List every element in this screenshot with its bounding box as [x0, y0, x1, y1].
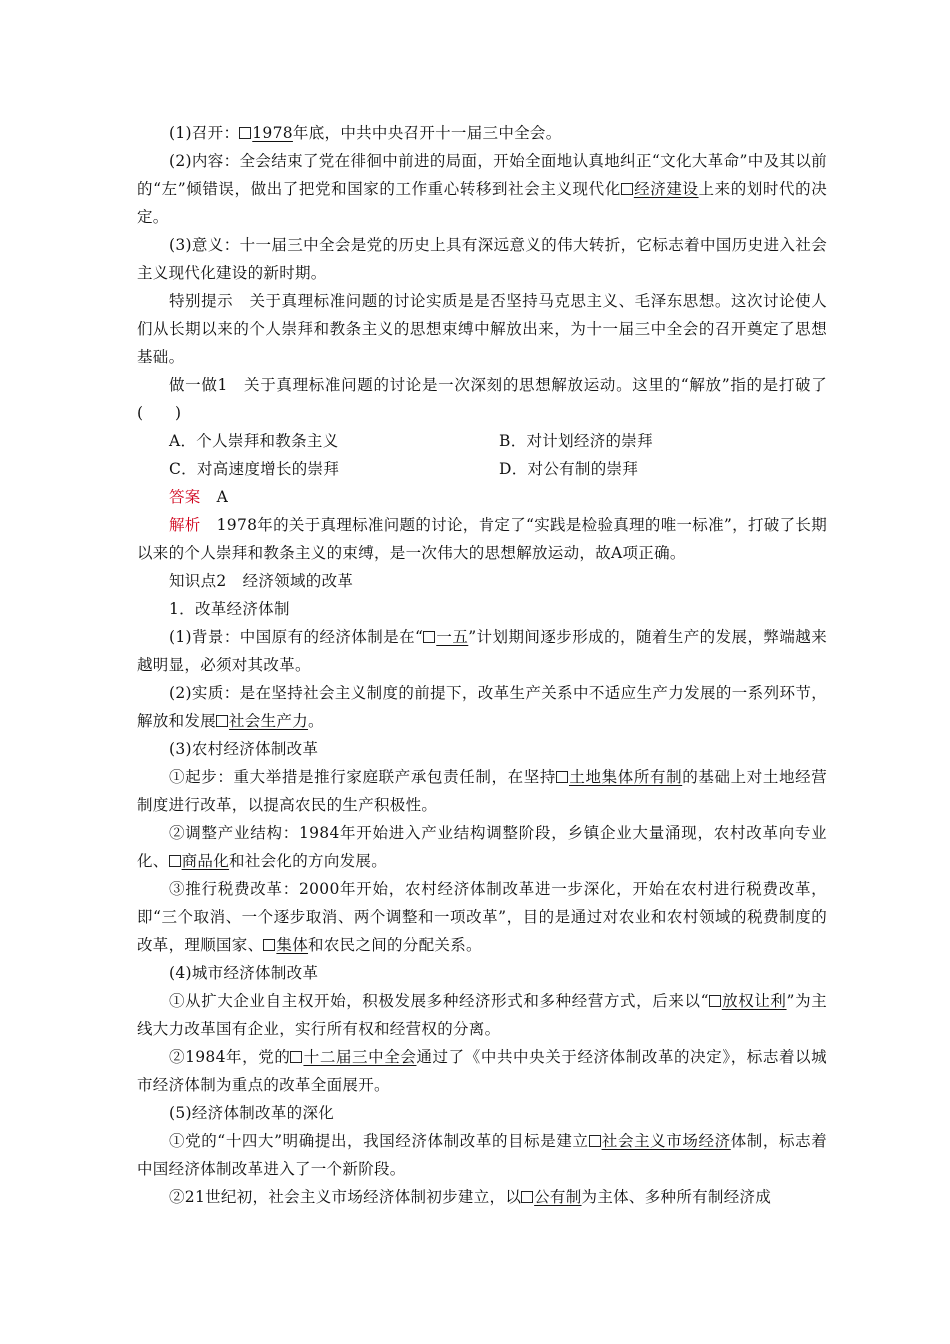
paragraph-content: (2)内容：全会结束了党在徘徊中前进的局面，开始全面地认真地纠正“文化大革命”中及其以前的“左”倾错误，做出了把党和国家的工作重心转移到社会主义现代化 经济建设上来的划时代的决定。	[137, 152, 828, 226]
blank-box-icon	[621, 183, 633, 195]
exercise-options-row-1	[137, 427, 827, 455]
answer-label: 答案	[169, 488, 201, 506]
analysis-label: 解析	[169, 516, 201, 534]
blank-collective-land-ownership: 土地集体所有制	[556, 768, 682, 786]
blank-1978: 1978	[239, 124, 293, 142]
rural-item-2: ②调整产业结构：1984年开始进入产业结构调整阶段，乡镇企业大量涌现，农村改革向专业化、 商品化和社会化的方向发展。	[137, 824, 827, 870]
urban-item-2: ②1984年，党的 十二届三中全会通过了《中共中央关于经济体制改革的决定》，标志着以城市经济体制为重点的改革全面展开。	[137, 1048, 827, 1094]
label-convene: (1)召开：	[169, 124, 240, 142]
blank-public-ownership: 公有制	[521, 1188, 581, 1206]
blank-decentralization: 放权让利	[709, 992, 787, 1010]
exercise-options-row-2	[137, 455, 827, 483]
blank-box-icon	[263, 939, 275, 951]
exercise-label: 做一做1	[169, 376, 228, 394]
rural-reform-title: (3)农村经济体制改革	[169, 740, 319, 758]
blank-box-icon	[556, 771, 568, 783]
rural-item-3: ③推行税费改革：2000年开始，农村经济体制改革进一步深化，开始在农村进行税费改革，即“三个取消、一个逐步取消、两个调整和一项改革”，目的是通过对农业和农村领域的税费制度的改革，理顺国家、 集体和农民之间的分配关系。	[137, 880, 827, 954]
exercise-question: 做一做1 关于真理标准问题的讨论是一次深刻的思想解放运动。这里的“解放”指的是打破了( )	[137, 376, 827, 422]
blank-economic-construction: 经济建设	[621, 180, 699, 198]
rural-item-1: ①起步：重大举措是推行家庭联产承包责任制，在坚持 土地集体所有制的基础上对土地经营制度进行改革，以提高农民的生产积极性。	[137, 768, 828, 814]
paragraph-convene: (1)召开： 1978年底，中共中央召开十一届三中全会。	[169, 124, 562, 142]
paragraph-essence: (2)实质：是在坚持社会主义制度的前提下，改革生产关系中不适应生产力发展的一系列环节，解放和发展 社会生产力。	[137, 684, 827, 730]
blank-box-icon	[423, 631, 435, 643]
blank-commercialization: 商品化	[169, 852, 229, 870]
special-tip: 特别提示 关于真理标准问题的讨论实质是是否坚持马克思主义、毛泽东思想。这次讨论使人们从长期以来的个人崇拜和教条主义的思想束缚中解放出来，为十一届三中全会的召开奠定了思想基础。	[137, 292, 827, 366]
paragraph-meaning: (3)意义：十一届三中全会是党的历史上具有深远意义的伟大转折，它标志着中国历史进入社会主义现代化建设的新时期。	[137, 236, 827, 282]
option-b: B．对计划经济的崇拜	[499, 432, 653, 450]
section-title-reform: 1．改革经济体制	[169, 600, 290, 618]
option-a: A．个人崇拜和教条主义	[169, 432, 339, 450]
paragraph-background: (1)背景：中国原有的经济体制是在“ 一五”计划期间逐步形成的，随着生产的发展，弊端越来越明显，必须对其改革。	[137, 628, 827, 674]
knowledge-point-heading: 知识点2 经济领域的改革	[169, 572, 354, 590]
blank-twelfth-plenum: 十二届三中全会	[290, 1048, 416, 1066]
option-d: D．对公有制的崇拜	[499, 460, 639, 478]
tip-label: 特别提示	[169, 292, 234, 310]
deepening-item-2: ②21世纪初，社会主义市场经济体制初步建立，以 公有制为主体、多种所有制经济成	[169, 1188, 772, 1206]
analysis-paragraph: 解析 1978年的关于真理标准问题的讨论，肯定了“实践是检验真理的唯一标准”，打破了长期以来的个人崇拜和教条主义的束缚，是一次伟大的思想解放运动，故A项正确。	[137, 516, 827, 562]
answer-line	[137, 483, 827, 511]
option-c: C．对高速度增长的崇拜	[169, 460, 340, 478]
urban-reform-title: (4)城市经济体制改革	[169, 964, 319, 982]
blank-box-icon	[589, 1135, 601, 1147]
blank-socialist-market-economy: 社会主义市场经济	[589, 1132, 731, 1150]
deepening-reform-title: (5)经济体制改革的深化	[169, 1104, 335, 1122]
blank-collective: 集体	[263, 936, 308, 954]
blank-productive-forces: 社会生产力	[216, 712, 308, 730]
blank-box-icon	[169, 855, 181, 867]
blank-box-icon	[216, 715, 228, 727]
blank-box-icon	[239, 127, 251, 139]
deepening-item-1: ①党的“十四大”明确提出，我国经济体制改革的目标是建立 社会主义市场经济体制，标志着中国经济体制改革进入了一个新阶段。	[137, 1132, 827, 1178]
document-body	[137, 119, 827, 1211]
blank-box-icon	[521, 1191, 533, 1203]
blank-box-icon	[709, 995, 721, 1007]
blank-first-five-year: 一五	[423, 628, 468, 646]
answer-value: A	[216, 488, 229, 506]
urban-item-1: ①从扩大企业自主权开始，积极发展多种经济形式和多种经营方式，后来以“ 放权让利”为主线大力改革国有企业，实行所有权和经营权的分离。	[137, 992, 827, 1038]
blank-box-icon	[290, 1051, 302, 1063]
